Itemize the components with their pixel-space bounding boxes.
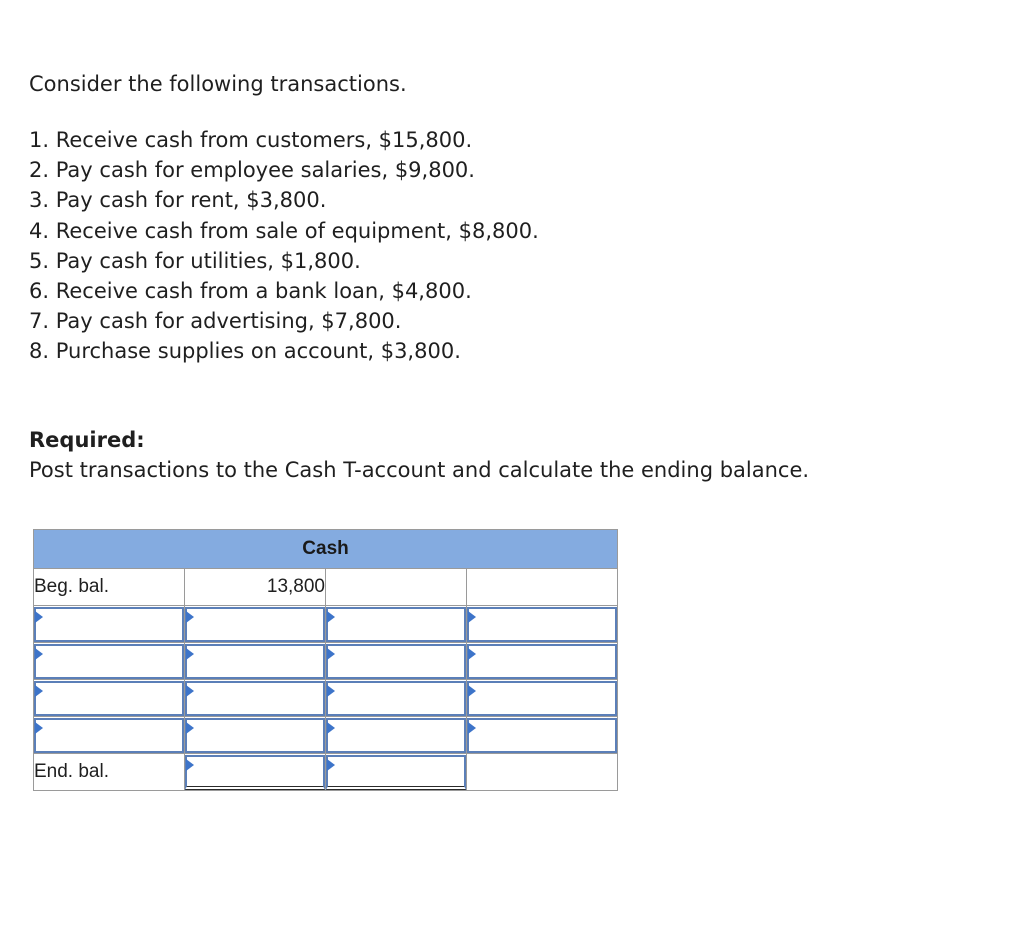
beg-bal-value: 13,800 <box>185 569 326 606</box>
debit-label-input[interactable] <box>34 607 184 642</box>
transaction-item: 8. Purchase supplies on account, $3,800. <box>29 339 461 364</box>
entry-row <box>34 643 618 680</box>
transaction-item: 1. Receive cash from customers, $15,800. <box>29 128 473 152</box>
transaction-item: 6. Receive cash from a bank loan, $4,800. <box>29 279 472 304</box>
transaction-item: 3. Pay cash for rent, $3,800. <box>29 188 327 213</box>
cash-t-account <box>33 529 618 791</box>
transaction-list <box>29 125 539 367</box>
entry-row <box>34 606 618 643</box>
entry-row <box>34 717 618 754</box>
empty-cell <box>467 569 618 606</box>
transaction-item: 5. Pay cash for utilities, $1,800. <box>29 248 361 273</box>
required-heading: Required: <box>29 428 145 452</box>
debit-amount-input[interactable] <box>185 607 325 642</box>
credit-amount-input[interactable] <box>326 644 466 679</box>
end-bal-credit-input[interactable] <box>326 755 466 790</box>
ending-balance-row <box>34 754 618 791</box>
empty-cell <box>467 754 618 791</box>
t-account-title: Cash <box>34 530 618 569</box>
empty-cell <box>326 569 467 606</box>
credit-amount-input[interactable] <box>326 607 466 642</box>
transaction-item: 4. Receive cash from sale of equipment, $8,800. <box>29 218 539 243</box>
t-account-header-row <box>34 530 618 569</box>
required-instructions: Post transactions to the Cash T-account and calculate the ending balance. <box>29 458 810 482</box>
end-bal-debit-input[interactable] <box>185 755 325 790</box>
credit-label-input[interactable] <box>467 607 617 642</box>
beg-bal-label: Beg. bal. <box>34 569 185 606</box>
transaction-item: 2. Pay cash for employee salaries, $9,800. <box>29 158 475 183</box>
entry-row <box>34 680 618 717</box>
transaction-item: 7. Pay cash for advertising, $7,800. <box>29 309 402 334</box>
credit-label-input[interactable] <box>467 644 617 679</box>
debit-amount-input[interactable] <box>185 681 325 716</box>
credit-amount-input[interactable] <box>326 681 466 716</box>
debit-label-input[interactable] <box>34 644 184 679</box>
debit-amount-input[interactable] <box>185 644 325 679</box>
credit-amount-input[interactable] <box>326 718 466 753</box>
credit-label-input[interactable] <box>467 718 617 753</box>
intro-text: Consider the following transactions. <box>29 72 407 96</box>
end-bal-label: End. bal. <box>34 754 185 791</box>
debit-label-input[interactable] <box>34 718 184 753</box>
credit-label-input[interactable] <box>467 681 617 716</box>
beginning-balance-row <box>34 569 618 606</box>
debit-label-input[interactable] <box>34 681 184 716</box>
debit-amount-input[interactable] <box>185 718 325 753</box>
